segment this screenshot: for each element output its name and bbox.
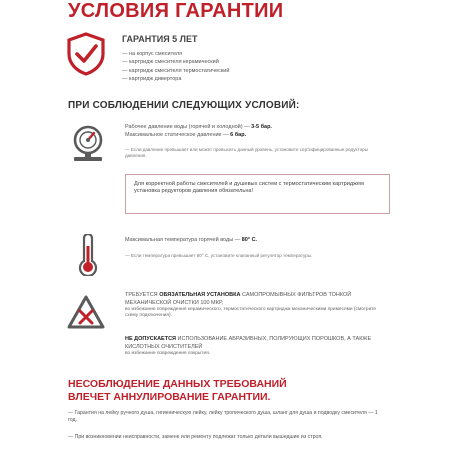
thermometer-icon [78, 234, 98, 276]
warranty-list [122, 50, 229, 83]
page-title: УСЛОВИЯ ГАРАНТИИ [68, 0, 284, 22]
shield-check-icon [66, 32, 106, 76]
warranty-void-heading: НЕСОБЛЮДЕНИЕ ДАННЫХ ТРЕБОВАНИЙ ВЛЕЧЕТ АННУЛИРОВАНИЕ ГАРАНТИИ. [68, 378, 287, 403]
list-item: — картридж дивертора [122, 75, 182, 82]
warranty-heading: ГАРАНТИЯ 5 ЛЕТ [122, 34, 198, 44]
bottom-paragraph-2: — При возникновении неисправности, замене или ремонту подлежат только детали вышедшие из строя. [68, 434, 323, 440]
pressure-reducer-notice: Для корректной работы смесителей и душевых систем с термостатическим картриджем установка редукторов давления обязательна! [125, 174, 390, 214]
bottom-paragraph-1: — Гарантия на лейку ручного душа, гигиеническую лейку, лейку тропического душа, шланг для душа и подводку смесителя — 1 год. [68, 410, 378, 424]
filter-requirement: ТРЕБУЕТСЯ ОБЯЗАТЕЛЬНАЯ УСТАНОВКА САМОПРОМЫВНЫХ ФИЛЬТРОВ ТОНКОЙ МЕХАНИЧЕСКОЙ ОЧИСТКИ 100 МКР, во избежание повреждения керамического, термостатического картриджа механическими примесями (смотрите схему подключения). [125, 292, 377, 319]
pressure-gauge-icon [70, 124, 106, 164]
pressure-text: Рабочее давление воды (горячей и холодной) — 3-5 бар. Максимальное статическое давление — 6 бар. [125, 124, 272, 138]
pressure-note: — Если давление превышает или может превысить данный уровень, установите сертифицированные редукторы давления. [125, 147, 369, 159]
list-item: — картридж смесителя термостатический [122, 67, 230, 74]
temperature-text: Максимальная температура горячей воды — 80° С. [125, 237, 258, 243]
warning-triangle-icon [66, 294, 106, 330]
conditions-heading: ПРИ СОБЛЮДЕНИИ СЛЕДУЮЩИХ УСЛОВИЙ: [68, 100, 300, 111]
list-item: — на корпус смесителя [122, 51, 183, 57]
list-item: — картридж смесителя керамический [122, 59, 219, 66]
temperature-note: — Если температура превышает 80° С, установите клапанный регулятор температуры. [125, 253, 313, 258]
abrasive-prohibition: НЕ ДОПУСКАЕТСЯ ИСПОЛЬЗОВАНИЕ АБРАЗИВНЫХ, ПОЛИРУЮЩИХ ПОРОШКОВ, А ТАКЖЕ КИСЛОТНЫХ ОЧИСТИТЕЛЕЙ во избежание повреждения покрытия. [125, 336, 372, 356]
